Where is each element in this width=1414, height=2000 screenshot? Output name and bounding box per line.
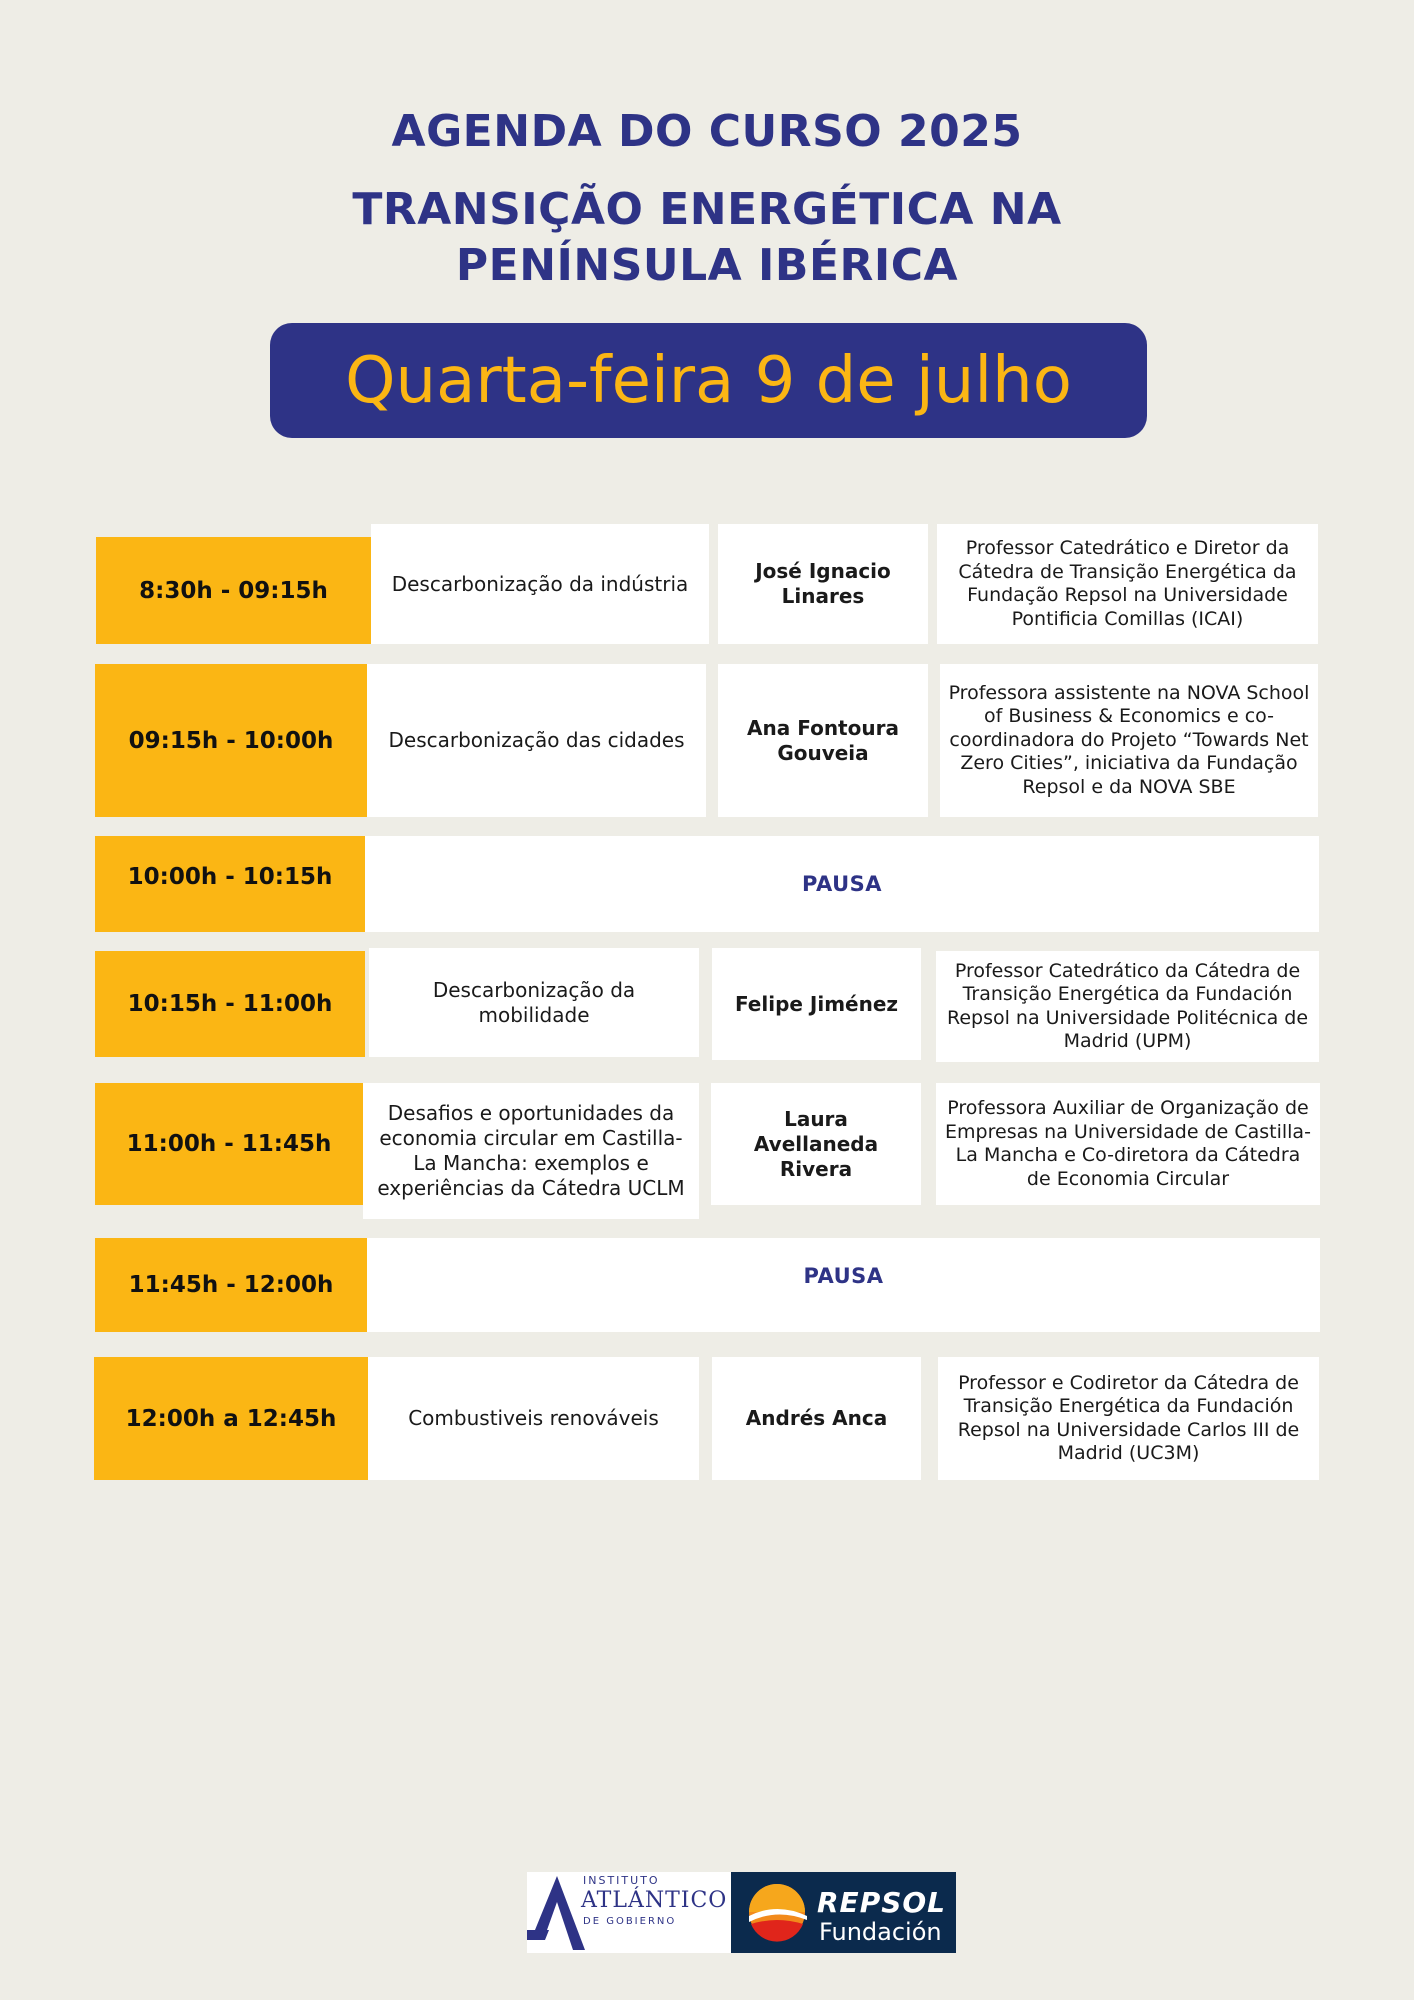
date-text: Quarta-feira 9 de julho [345, 343, 1072, 418]
session-time: 10:15h - 11:00h [95, 951, 365, 1057]
session-topic: Desafios e oportunidades da economia circular em Castilla-La Mancha: exemplos e experiências da Cátedra UCLM [363, 1083, 699, 1219]
instituto-label: INSTITUTO [583, 1874, 660, 1887]
session-speaker: Ana Fontoura Gouveia [718, 664, 928, 817]
session-time: 09:15h - 10:00h [95, 664, 367, 817]
gobierno-label: DE GOBIERNO [583, 1916, 677, 1927]
session-topic: Descarbonização das cidades [367, 664, 706, 817]
session-speaker: José Ignacio Linares [718, 524, 928, 644]
session-topic: Descarbonização da indústria [371, 524, 709, 644]
date-banner [270, 323, 1147, 438]
agenda-title: AGENDA DO CURSO 2025 [391, 106, 1023, 157]
repsol-flame-icon [737, 1872, 817, 1953]
pause-label: PAUSA [365, 836, 1319, 932]
session-description: Professora assistente na NOVA School of Business & Economics e co-coordinadora do Projeto “Towards Net Zero Cities”, iniciativa da Fundação Repsol e da NOVA SBE [940, 664, 1318, 817]
instituto-atlantico-logo [527, 1872, 731, 1953]
session-description: Professora Auxiliar de Organização de Empresas na Universidade de Castilla-La Mancha e Co-diretora da Cátedra de Economia Circular [936, 1083, 1320, 1205]
repsol-fundacion-logo [731, 1872, 956, 1953]
fundacion-label: Fundación [819, 1918, 942, 1946]
session-time: 12:00h a 12:45h [94, 1357, 368, 1480]
session-speaker: Laura Avellaneda Rivera [711, 1083, 921, 1205]
sponsor-logos [527, 1872, 956, 1953]
course-title: TRANSIÇÃO ENERGÉTICA NA PENÍNSULA IBÉRICA [352, 184, 1062, 291]
pause-label: PAUSA [367, 1238, 1320, 1332]
session-topic: Combustiveis renováveis [368, 1357, 699, 1480]
pause-time: 11:45h - 12:00h [95, 1238, 367, 1332]
repsol-label: REPSOL [817, 1886, 947, 1919]
triangle-a-icon [527, 1872, 587, 1953]
session-speaker: Andrés Anca [712, 1357, 921, 1480]
session-description: Professor e Codiretor da Cátedra de Transição Energética da Fundación Repsol na Universidade Carlos III de Madrid (UC3M) [938, 1357, 1319, 1480]
pause-time: 10:00h - 10:15h [95, 836, 365, 932]
session-time: 8:30h - 09:15h [96, 537, 371, 644]
session-topic: Descarbonização da mobilidade [369, 948, 699, 1057]
session-speaker: Felipe Jiménez [712, 948, 921, 1060]
session-time: 11:00h - 11:45h [95, 1083, 363, 1205]
session-description: Professor Catedrático e Diretor da Cátedra de Transição Energética da Fundação Repsol na Universidade Pontificia Comillas (ICAI) [937, 524, 1318, 644]
atlantico-label: ATLÁNTICO [581, 1888, 728, 1913]
session-description: Professor Catedrático da Cátedra de Transição Energética da Fundación Repsol na Universidade Politécnica de Madrid (UPM) [936, 951, 1319, 1062]
